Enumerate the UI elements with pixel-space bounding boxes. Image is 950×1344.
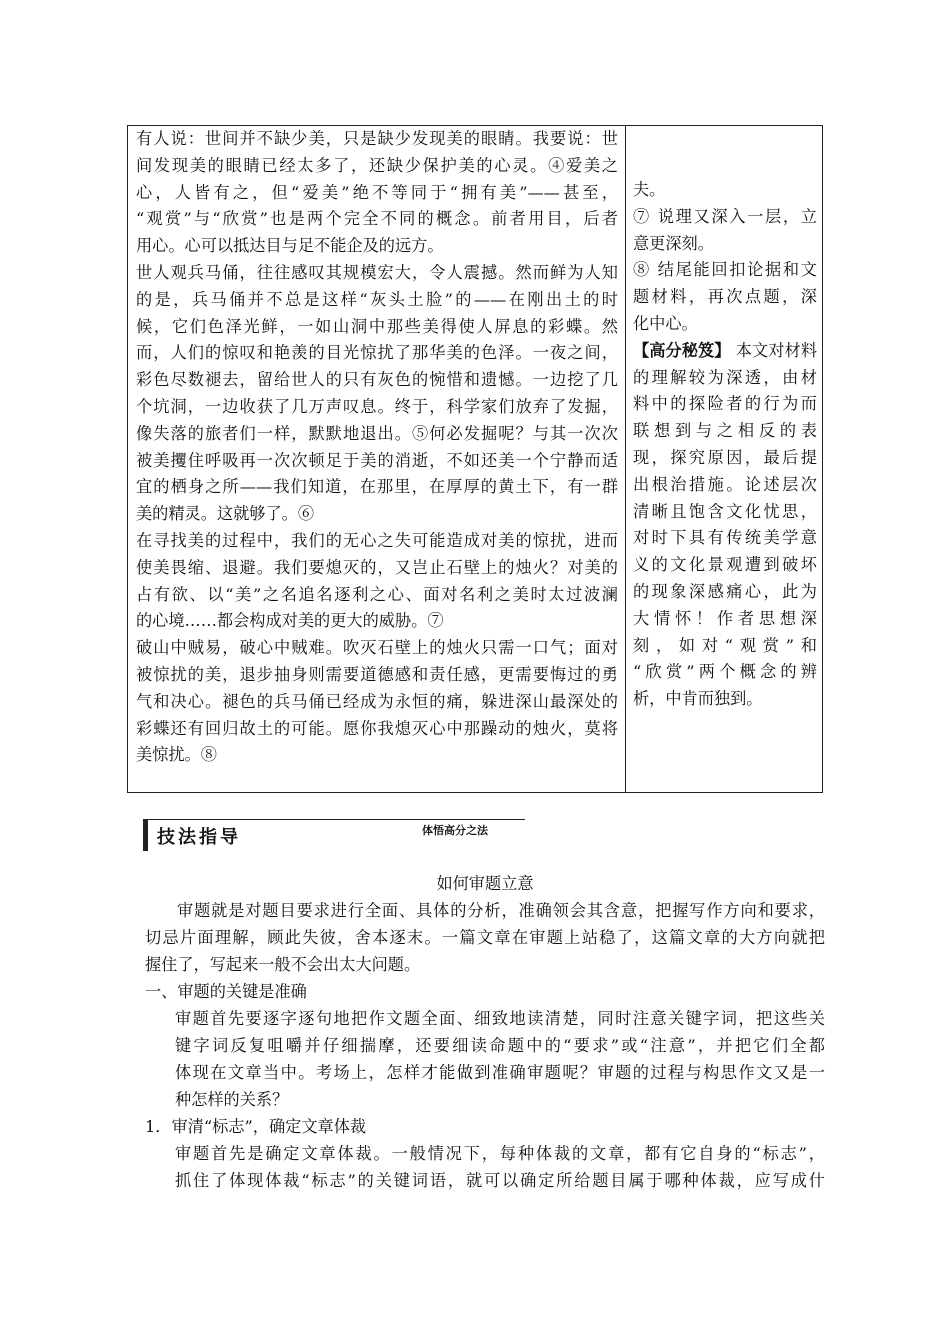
comment-line: 化中心。 — [633, 313, 698, 333]
comment-line: 意更深刻。 — [633, 233, 714, 253]
essay-line: 的是，兵马俑并不总是这样“灰头土脸”的——在刚出土的时 — [136, 289, 618, 309]
paragraph-line: 审题首先是确定文章体裁。一般情况下，每种体裁的文章，都有它自身的“标志”， — [175, 1144, 825, 1163]
comment-line: 【高分秘笈】 本文对材料 — [633, 340, 818, 360]
paragraph-line: 键字词反复咀嚼并仔细揣摩，还要细读命题中的“要求”或“注意”，并把它们全都 — [175, 1036, 825, 1055]
essay-line: 占有欲、以“美”之名追名逐利之心、面对名利之美时太过波澜 — [136, 584, 618, 604]
comment-line: 的理解较为深透，由材 — [633, 367, 817, 387]
article-heading: 如何审题立意 — [436, 874, 534, 893]
essay-line: 候，它们色泽光鲜，一如山洞中那些美得使人屏息的彩蝶。然 — [136, 316, 618, 336]
comment-line: 出根治措施。论述层次 — [633, 474, 817, 494]
comment-line: 联想到与之相反的表 — [633, 421, 817, 441]
section-title: 技法指导 — [157, 827, 241, 848]
comment-line: 题材料，再次点题，深 — [633, 287, 817, 307]
comment-line: ⑧ 结尾能回扣论据和文 — [633, 260, 817, 280]
paragraph-line: 切忌片面理解，顾此失彼，舍本逐末。一篇文章在审题上站稳了，这篇文章的大方向就把 — [145, 928, 825, 947]
essay-line: 美的精灵。这就够了。⑥ — [136, 504, 315, 524]
comment-column — [633, 177, 817, 713]
essay-line: 彩色尽数褪去，留给世人的只有灰色的惋惜和遗憾。一边挖了几 — [136, 370, 618, 390]
essay-line: 彩蝶还有回归故土的可能。愿你我熄灭心中那躁动的烛火，莫将 — [136, 718, 618, 738]
comment-line: 清晰且饱含文化忧思， — [633, 501, 817, 521]
comment-line: 夫。 — [633, 180, 666, 199]
essay-line: 个坑洞，一边收获了几万声叹息。终于，科学家们放弃了发掘， — [136, 396, 618, 416]
comment-line: 析，中肯而独到。 — [633, 689, 763, 709]
essay-line: 的心境……都会构成对美的更大的威胁。⑦ — [136, 611, 444, 631]
comment-line: ⑦ 说理又深入一层，立 — [633, 206, 817, 226]
comment-line: 义的文化景观遭到破坏 — [633, 555, 817, 575]
essay-line: 有人说：世间并不缺少美，只是缺少发现美的眼睛。我要说：世 — [136, 129, 618, 148]
comment-line: 大情怀！作者思想深 — [633, 608, 817, 628]
essay-line: 使美畏缩、退避。我们要熄灭的，又岂止石壁上的烛火？对美的 — [136, 557, 618, 577]
essay-line: 间发现美的眼睛已经太多了，还缺少保护美的心灵。④爱美之 — [136, 155, 618, 175]
essay-line: 像失落的旅者们一样，默默地退出。⑤何必发掘呢？与其一次次 — [136, 423, 618, 443]
comment-line: 刻，如对“观赏”和 — [633, 635, 817, 655]
essay-line: 被美攫住呼吸再一次次顿足于美的消逝，不如还美一个宁静而适 — [136, 450, 618, 470]
paragraph-line: 审题首先要逐字逐句地把作文题全面、细致地读清楚，同时注意关键字词，把这些关 — [175, 1009, 825, 1028]
essay-line: 破山中贼易，破心中贼难。吹灭石壁上的烛火只需一口气；面对 — [136, 638, 618, 658]
subheading: 1．审清“标志”，确定文章体裁 — [145, 1117, 367, 1136]
essay-line: 美惊扰。⑧ — [136, 745, 217, 765]
paragraph-line: 体现在文章当中。考场上，怎样才能做到准确审题呢？审题的过程与构思作文又是一 — [175, 1063, 825, 1082]
essay-comment-table — [127, 125, 823, 793]
section-subtitle: 体悟高分之法 — [422, 824, 488, 837]
paragraph-line: 抓住了体现体裁“标志”的关键词语，就可以确定所给题目属于哪种体裁，应写成什 — [175, 1171, 825, 1190]
essay-line: “观赏”与“欣赏”也是两个完全不同的概念。前者用目，后者 — [136, 209, 618, 229]
highlight-label: 【高分秘笈】 — [633, 340, 731, 360]
paragraph-line: 种怎样的关系？ — [175, 1090, 289, 1109]
subheading: 一、审题的关键是准确 — [145, 982, 307, 1001]
essay-text-column — [136, 126, 618, 769]
paragraph-line: 握住了，写起来一般不会出太大问题。 — [145, 955, 421, 974]
essay-line: 用心。心可以抵达目与足不能企及的远方。 — [136, 236, 444, 256]
comment-line: “欣赏”两个概念的辨 — [633, 662, 817, 682]
essay-line: 在寻找美的过程中，我们的无心之失可能造成对美的惊扰，进而 — [136, 530, 618, 550]
section-rule — [148, 819, 525, 820]
comment-line: 对时下具有传统美学意 — [633, 528, 817, 548]
essay-line: 宜的栖身之所——我们知道，在那里，在厚厚的黄土下，有一群 — [136, 477, 618, 497]
column-divider — [625, 126, 626, 792]
article-body — [145, 870, 825, 1194]
section-header — [143, 819, 525, 851]
comment-line: 料中的探险者的行为而 — [633, 394, 817, 414]
paragraph-line: 审题就是对题目要求进行全面、具体的分析，准确领会其含意，把握写作方向和要求， — [177, 901, 825, 920]
essay-line: 而，人们的惊叹和艳羡的目光惊扰了那华美的色泽。一夜之间， — [136, 343, 618, 363]
section-bar — [143, 819, 148, 851]
essay-line: 心，人皆有之，但“爱美”绝不等同于“拥有美”——甚至， — [136, 182, 618, 202]
essay-line: 世人观兵马俑，往往感叹其规模宏大，令人震撼。然而鲜为人知 — [136, 262, 618, 282]
essay-line: 被惊扰的美，退步抽身则需要道德感和责任感，更需要悔过的勇 — [136, 664, 618, 684]
comment-line: 的现象深感痛心，此为 — [633, 581, 817, 601]
essay-line: 气和决心。褪色的兵马俑已经成为永恒的痛，躲进深山最深处的 — [136, 691, 618, 711]
comment-line: 现，探究原因，最后提 — [633, 447, 817, 467]
